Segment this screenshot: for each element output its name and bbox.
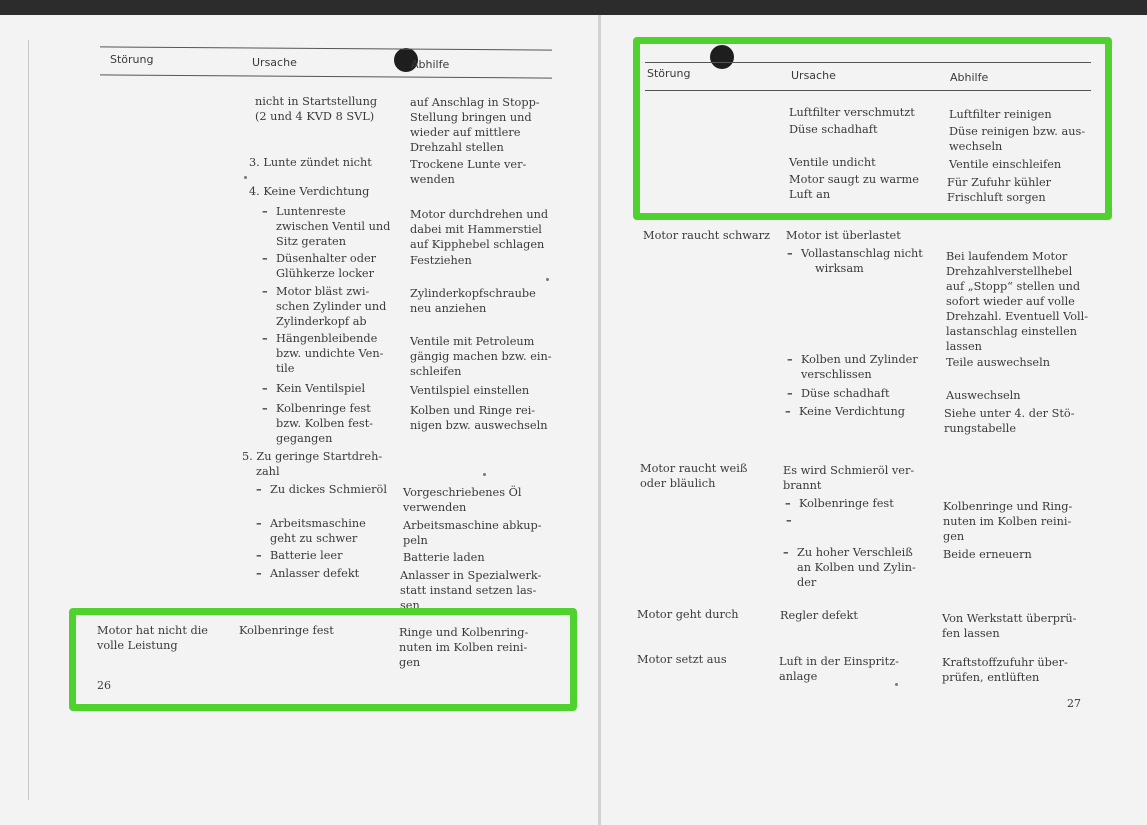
table-text-line: lassen (946, 340, 982, 353)
table-text-line: Es wird Schmieröl ver- (783, 464, 915, 477)
top-border (0, 0, 1147, 15)
table-text-line: Motor setzt aus (637, 653, 727, 666)
table-text-line: Frischluft sorgen (947, 191, 1046, 204)
table-text-line: bzw. Kolben fest- (276, 417, 374, 430)
table-text-line: prüfen, entlüften (942, 671, 1040, 684)
table-text-line: anlage (779, 670, 818, 683)
table-text-line: 3. Lunte zündet nicht (249, 156, 372, 169)
table-text-line: Motor durchdrehen und (410, 208, 549, 221)
table-text-line: dabei mit Hammerstiel (410, 223, 542, 236)
table-text-line: Anlasser in Spezialwerk- (400, 569, 542, 582)
table-text-line: Hängenbleibende (276, 332, 378, 345)
bullet-dash: – (256, 482, 262, 496)
left-header-ursache: Ursache (252, 56, 297, 69)
table-text-line: Festziehen (410, 254, 472, 267)
bullet-dash: – (262, 204, 268, 218)
table-text-line: zwischen Ventil und (276, 220, 391, 233)
table-text-line: neu anziehen (410, 302, 487, 315)
table-text-line: Kraftstoffzufuhr über- (942, 656, 1068, 669)
right-header-ursache: Ursache (791, 69, 836, 82)
table-text-line: Luftfilter reinigen (949, 108, 1052, 121)
table-text-line: wechseln (949, 140, 1003, 153)
table-text-line: Drehzahlverstellhebel (946, 265, 1073, 278)
table-text-line: Düsenhalter oder (276, 252, 377, 265)
table-text-line: Stellung bringen und (410, 111, 532, 124)
table-text-line: Für Zufuhr kühler (947, 176, 1052, 189)
highlight-box-right-top (633, 37, 1112, 220)
table-text-line: auf Kipphebel schlagen (410, 238, 545, 251)
table-text-line: nicht in Startstellung (255, 95, 378, 108)
table-text-line: Kolben und Ringe rei- (410, 404, 536, 417)
table-text-line: Zu hoher Verschleiß (797, 546, 913, 559)
bullet-dash: – (783, 545, 789, 559)
table-text-line: Siehe unter 4. der Stö- (944, 407, 1075, 420)
table-text-line: auf „Stopp“ stellen und (946, 280, 1081, 293)
table-text-line: Ventile undicht (789, 156, 876, 169)
table-text-line: geht zu schwer (270, 532, 358, 545)
table-text-line: schen Zylinder und (276, 300, 387, 313)
table-text-line: Sitz geraten (276, 235, 346, 248)
table-text-line: nuten im Kolben reini- (399, 641, 528, 654)
table-text-line: lastanschlag einstellen (946, 325, 1078, 338)
table-text-line: Motor bläst zwi- (276, 285, 370, 298)
table-text-line: tile (276, 362, 295, 375)
right-header-stoerung: Störung (647, 67, 691, 80)
bullet-dash: – (262, 331, 268, 345)
table-text-line: wirksam (815, 262, 864, 275)
table-text-line: Motor saugt zu warme (789, 173, 919, 186)
bullet-dash: – (262, 284, 268, 298)
scan-speck (546, 278, 549, 281)
table-text-line: verschlissen (801, 368, 872, 381)
table-text-line: brannt (783, 479, 822, 492)
table-text-line: Ringe und Kolbenring- (399, 626, 529, 639)
table-text-line: Luftfilter verschmutzt (789, 106, 915, 119)
table-text-line: statt instand setzen las- (400, 584, 537, 597)
scan-speck (244, 176, 247, 179)
table-text-line: Motor hat nicht die (97, 624, 208, 637)
table-text-line: Zu dickes Schmieröl (270, 483, 387, 496)
table-text-line: wieder auf mittlere (410, 126, 521, 139)
bullet-dash: – (262, 251, 268, 265)
table-text-line: rungstabelle (944, 422, 1017, 435)
highlight-box-left-bottom (69, 608, 577, 711)
table-text-line: bzw. undichte Ven- (276, 347, 384, 360)
table-text-line: Kolbenringe fest (799, 497, 894, 510)
table-text-line: peln (403, 534, 428, 547)
table-text-line: Bei laufendem Motor (946, 250, 1068, 263)
bullet-dash: – (787, 352, 793, 366)
table-text-line: sofort wieder auf volle (946, 295, 1075, 308)
table-text-line: Vollastanschlag nicht (801, 247, 923, 260)
bullet-dash: – (787, 246, 793, 260)
table-text-line: fen lassen (942, 627, 1000, 640)
bullet-dash: – (785, 496, 791, 510)
table-text-line: Zylinderkopfschraube (410, 287, 536, 300)
left-header-stoerung: Störung (110, 53, 154, 66)
table-text-line: Drehzahl stellen (410, 141, 504, 154)
right-header-abhilfe: Abhilfe (950, 71, 989, 84)
table-text-line: Trockene Lunte ver- (410, 158, 527, 171)
page-edge-line (28, 40, 29, 800)
table-text-line: Glühkerze locker (276, 267, 375, 280)
table-text-line: (2 und 4 KVD 8 SVL) (255, 110, 375, 123)
table-text-line: der (797, 576, 817, 589)
table-text-line: Ventilspiel einstellen (410, 384, 530, 397)
bullet-dash: – (256, 548, 262, 562)
table-text-line: Teile auswechseln (946, 356, 1050, 369)
table-text-line: Düse schadhaft (789, 123, 878, 136)
bullet-dash: – (256, 516, 262, 530)
bullet-dash: – (786, 513, 792, 527)
table-text-line: Kein Ventilspiel (276, 382, 366, 395)
table-text-line: zahl (256, 465, 280, 478)
table-text-line: Auswechseln (946, 389, 1021, 402)
table-text-line: Luft in der Einspritz- (779, 655, 899, 668)
left-header-abhilfe: Abhilfe (411, 58, 450, 71)
table-text-line: Batterie leer (270, 549, 343, 562)
table-text-line: Vorgeschriebenes Öl (403, 486, 522, 499)
table-text-line: Motor ist überlastet (786, 229, 901, 242)
table-text-line: Arbeitsmaschine abkup- (403, 519, 542, 532)
table-text-line: Luntenreste (276, 205, 346, 218)
right-page-number: 27 (1067, 697, 1081, 710)
table-text-line: schleifen (410, 365, 462, 378)
bullet-dash: – (256, 566, 262, 580)
table-text-line: Von Werkstatt überprü- (942, 612, 1077, 625)
table-text-line: Beide erneuern (943, 548, 1032, 561)
table-text-line: Düse schadhaft (801, 387, 890, 400)
table-text-line: volle Leistung (97, 639, 178, 652)
table-text-line: nigen bzw. auswechseln (410, 419, 548, 432)
table-text-line: Regler defekt (780, 609, 858, 622)
table-text-line: Zylinderkopf ab (276, 315, 367, 328)
table-text-line: Kolbenringe und Ring- (943, 500, 1073, 513)
left-page-number: 26 (97, 679, 111, 692)
table-text-line: oder bläulich (640, 477, 716, 490)
table-text-line: gen (943, 530, 965, 543)
table-text-line: auf Anschlag in Stopp- (410, 96, 540, 109)
table-text-line: gängig machen bzw. ein- (410, 350, 552, 363)
table-text-line: gen (399, 656, 421, 669)
table-text-line: Kolben und Zylinder (801, 353, 918, 366)
bullet-dash: – (262, 401, 268, 415)
table-text-line: Düse reinigen bzw. aus- (949, 125, 1086, 138)
table-text-line: Luft an (789, 188, 831, 201)
table-text-line: an Kolben und Zylin- (797, 561, 916, 574)
table-text-line: Ventile einschleifen (949, 158, 1062, 171)
table-text-line: Motor geht durch (637, 608, 739, 621)
bullet-dash: – (785, 404, 791, 418)
bullet-dash: – (787, 386, 793, 400)
table-text-line: Keine Verdichtung (799, 405, 905, 418)
table-text-line: Drehzahl. Eventuell Voll- (946, 310, 1089, 323)
table-text-line: 4. Keine Verdichtung (249, 185, 370, 198)
book-spine (598, 15, 601, 825)
scan-speck (483, 473, 486, 476)
scan-speck (895, 683, 898, 686)
table-text-line: Kolbenringe fest (239, 624, 334, 637)
table-text-line: nuten im Kolben reini- (943, 515, 1072, 528)
table-text-line: wenden (410, 173, 455, 186)
table-text-line: Kolbenringe fest (276, 402, 371, 415)
table-text-line: Batterie laden (403, 551, 485, 564)
table-text-line: Arbeitsmaschine (270, 517, 366, 530)
table-text-line: sen (400, 599, 420, 612)
bullet-dash: – (262, 381, 268, 395)
table-text-line: Motor raucht schwarz (643, 229, 771, 242)
table-text-line: 5. Zu geringe Startdreh- (242, 450, 383, 463)
table-text-line: gegangen (276, 432, 333, 445)
table-text-line: verwenden (403, 501, 467, 514)
table-text-line: Motor raucht weiß (640, 462, 748, 475)
table-text-line: Anlasser defekt (270, 567, 360, 580)
table-text-line: Ventile mit Petroleum (410, 335, 535, 348)
